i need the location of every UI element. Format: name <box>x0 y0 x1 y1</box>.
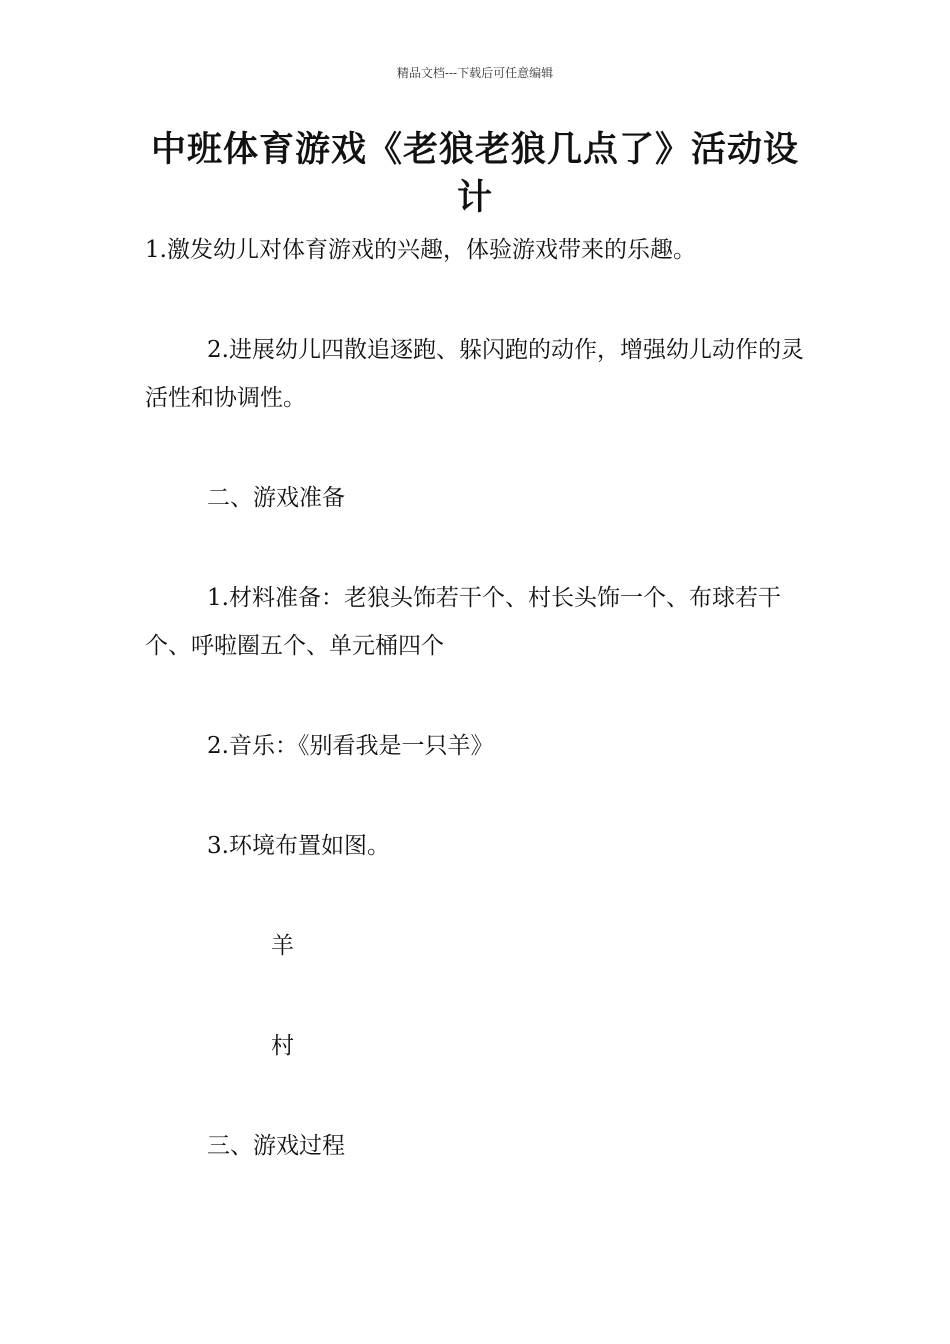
paragraph-music: 2.音乐：《别看我是一只羊》 <box>207 733 494 759</box>
page-header: 精品文档---下载后可任意编辑 <box>396 66 554 80</box>
diagram-label-sheep: 羊 <box>271 933 294 959</box>
diagram-label-village: 村 <box>271 1033 294 1059</box>
paragraph-environment: 3.环境布置如图。 <box>207 833 390 859</box>
paragraph-goal-1: 1.激发幼儿对体育游戏的兴趣，体验游戏带来的乐趣。 <box>145 237 696 263</box>
section-heading-process: 三、游戏过程 <box>207 1133 345 1159</box>
paragraph-materials: 1.材料准备：老狼头饰若干个、村长头饰一个、布球若干个、呼啦圈五个、单元桶四个 <box>145 585 781 659</box>
document-title: 中班体育游戏《老狼老狼几点了》活动设计 <box>150 130 799 218</box>
section-heading-preparation: 二、游戏准备 <box>207 485 345 511</box>
paragraph-goal-2: 2.进展幼儿四散追逐跑、躲闪跑的动作，增强幼儿动作的灵活性和协调性。 <box>145 337 804 411</box>
